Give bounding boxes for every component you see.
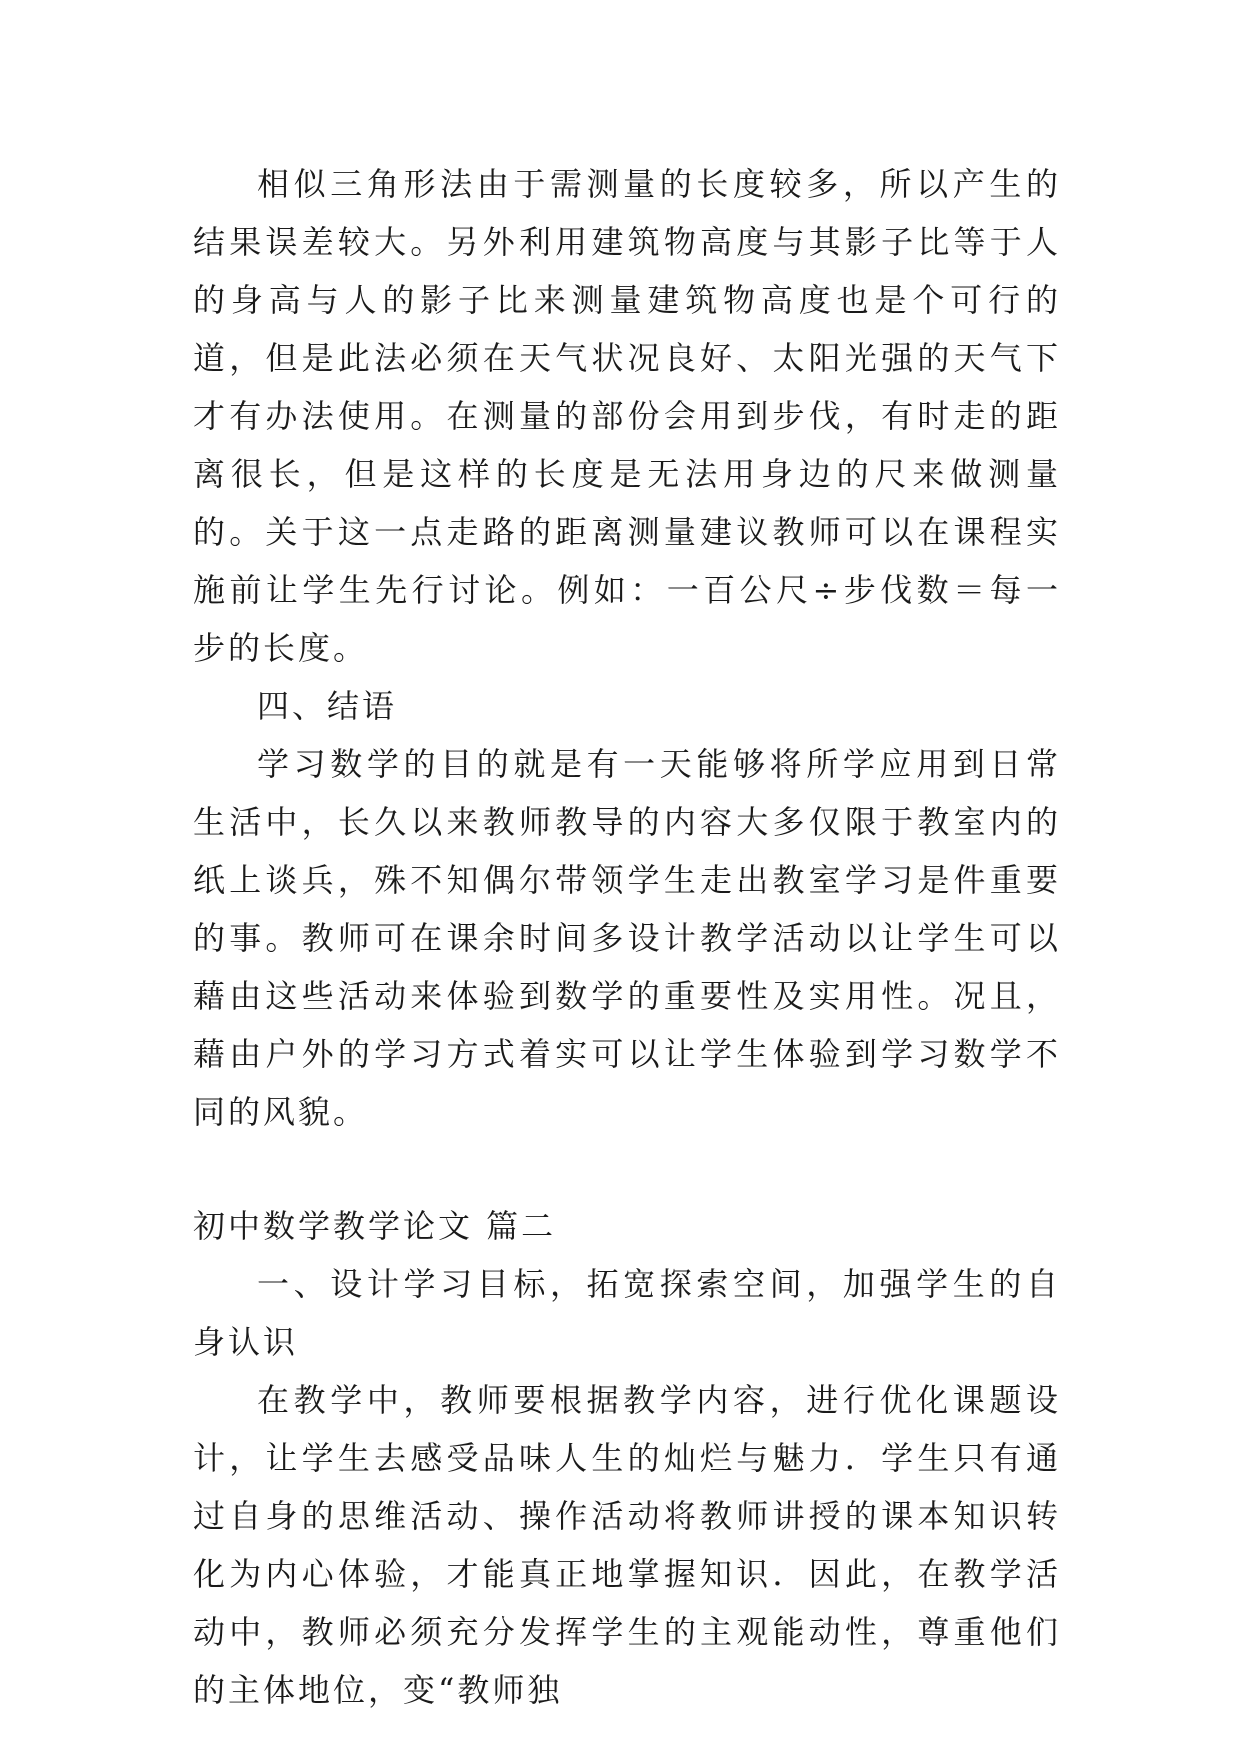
paragraph-teaching: 在教学中，教师要根据教学内容，进行优化课题设计，让学生去感受品味人生的灿烂与魅力．学生只有通过自身的思维活动、操作活动将教师讲授的课本知识转化为内心体验，才能真正地掌握知识．因此，在教学活动中，教师必须充分发挥学生的主观能动性，尊重他们的主体地位，变“教师独 — [193, 1381, 1061, 1709]
section-title-part-two: 初中数学教学论文 篇二 — [193, 1207, 557, 1245]
heading-conclusion: 四、结语 — [257, 687, 398, 725]
paragraph-similar-triangles: 相似三角形法由于需测量的长度较多，所以产生的结果误差较大。另外利用建筑物高度与其影子比等于人的身高与人的影子比来测量建筑物高度也是个可行的道，但是此法必须在天气状况良好、太阳光强的天气下才有办法使用。在测量的部份会用到步伐，有时走的距离很长，但是这样的长度是无法用身边的尺来做测量的。关于这一点走路的距离测量建议教师可以在课程实施前让学生先行讨论。例如：一百公尺÷步伐数＝每一步的长度。 — [193, 165, 1061, 667]
document-body — [193, 155, 1061, 1719]
paragraph-conclusion: 学习数学的目的就是有一天能够将所学应用到日常生活中，长久以来教师教导的内容大多仅限于教室内的纸上谈兵，殊不知偶尔带领学生走出教室学习是件重要的事。教师可在课余时间多设计教学活动以让学生可以藉由这些活动来体验到数学的重要性及实用性。况且，藉由户外的学习方式着实可以让学生体验到学习数学不同的风貌。 — [193, 745, 1061, 1131]
heading-design-goals: 一、设计学习目标，拓宽探索空间，加强学生的自身认识 — [193, 1265, 1061, 1361]
